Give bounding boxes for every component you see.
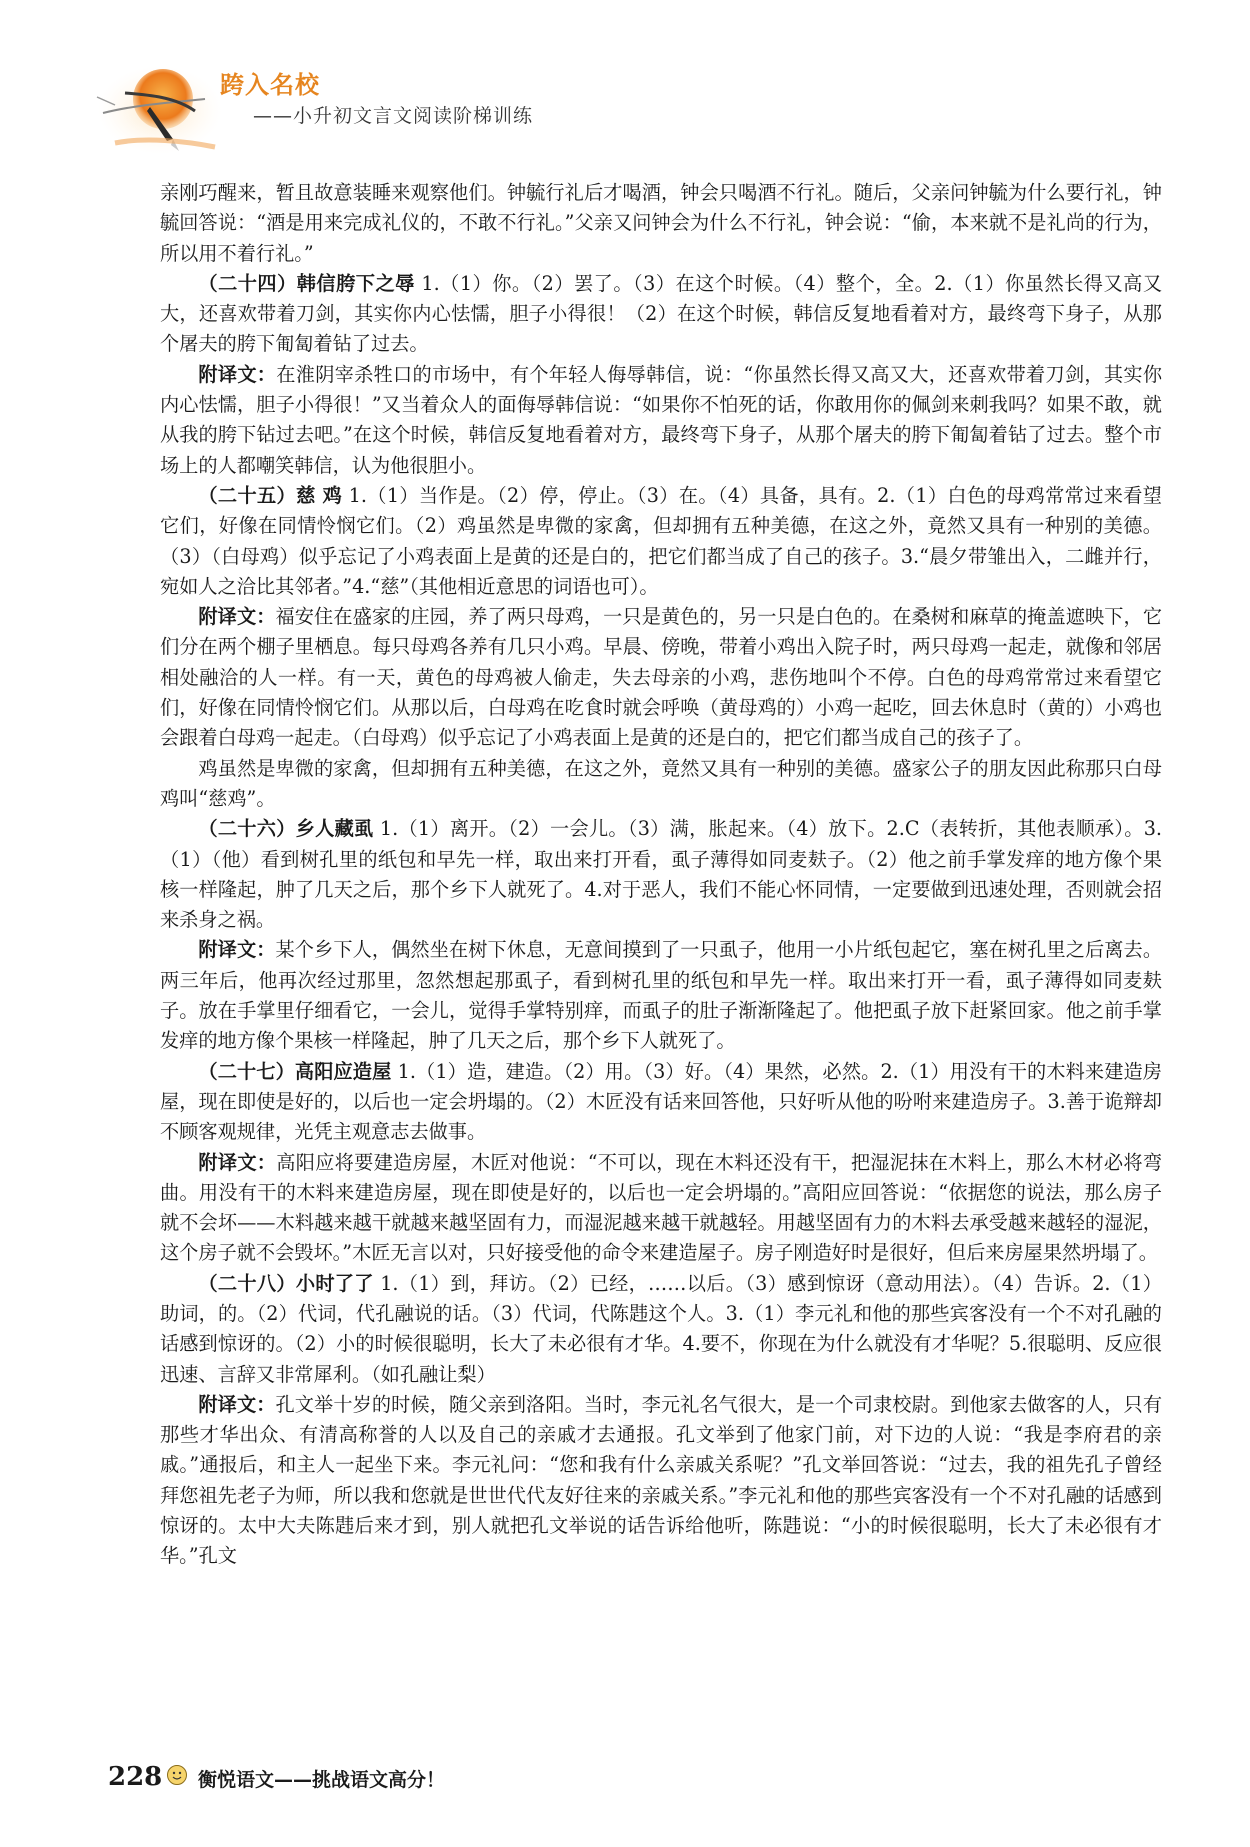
answer-text: 1.（1）离开。（2）一会儿。（3）满，胀起来。（4）放下。2.C（表转折，其他表顺承）。3.（1）（他）看到树孔里的纸包和早先一样，取出来打开看，虱子薄得如同麦麸子。（2）他之前手掌发痒的地方像个果核一样隆起，肿了几天之后，那个乡下人就死了。4.对于恶人，我们不能心怀同情，一定要做到迅速处理，否则就会招来杀身之祸。: [160, 817, 1163, 932]
smiley-icon: [166, 1764, 188, 1786]
section-answer: [160, 481, 1162, 602]
translation-paragraph: [160, 602, 1162, 753]
section-answer: [160, 814, 1162, 935]
translation-text: 在淮阴宰杀牲口的市场中，有个年轻人侮辱韩信，说：“你虽然长得又高又大，还喜欢带着刀剑，其实你内心怯懦，胆子小得很！”又当着众人的面侮辱韩信说：“如果你不怕死的话，你敢用你的佩剑来刺我吗？如果不敢，就从我的胯下钻过去吧。”在这个时候，韩信反复地看着对方，最终弯下身子，从那个屠夫的胯下匍匐着钻了过去。整个市场上的人都嘲笑韩信，认为他很胆小。: [160, 362, 1163, 477]
continuation-paragraph: 亲刚巧醒来，暂且故意装睡来观察他们。钟毓行礼后才喝酒，钟会只喝酒不行礼。随后，父亲问钟毓为什么要行礼，钟毓回答说：“酒是用来完成礼仪的，不敢不行礼。”父亲又问钟会为什么不行礼，钟会说：“偷，本来就不是礼尚的行为，所以用不着行礼。”: [160, 181, 1162, 265]
translation-text: 某个乡下人，偶然坐在树下休息，无意间摸到了一只虱子，他用一小片纸包起它，塞在树孔里之后离去。两三年后，他再次经过那里，忽然想起那虱子，看到树孔里的纸包和早先一样。取出来打开一看，虱子薄得如同麦麸子。放在手掌里仔细看它，一会儿，觉得手掌特别痒，而虱子的肚子渐渐隆起了。他把虱子放下赶紧回家。他之前手掌发痒的地方像个果核一样隆起，肿了几天之后，那个乡下人就死了。: [160, 938, 1163, 1053]
answer-text: 1.（1）当作是。（2）停，停止。（3）在。（4）具备，具有。2.（1）白色的母鸡常常过来看望它们，好像在同情怜悯它们。（2）鸡虽然是卑微的家禽，但却拥有五种美德，在这之外，竟然又具有一种别的美德。（3）（白母鸡）似乎忘记了小鸡表面上是黄的还是白的，把它们都当成了自己的孩子。3.“晨夕带雏出入，二雌并行，宛如人之洽比其邻者。”4.“慈”（其他相近意思的词语也可）。: [160, 483, 1162, 598]
section-title: （二十四）韩信胯下之辱: [198, 271, 415, 295]
translation-text: 孔文举十岁的时候，随父亲到洛阳。当时，李元礼名气很大，是一个司隶校尉。到他家去做客的人，只有那些才华出众、有清高称誉的人以及自己的亲戚才去通报。孔文举到了他家门前，对下边的人说：“我是李府君的亲戚。”通报后，和主人一起坐下来。李元礼问：“您和我有什么亲戚关系呢？”孔文举回答说：“过去，我的祖先孔子曾经拜您祖先老子为师，所以我和您就是世世代代友好往来的亲戚关系。”李元礼和他的那些宾客没有一个不对孔融的话感到惊讶的。太中大夫陈韪后来才到，别人就把孔文举说的话告诉给他听，陈韪说：“小的时候很聪明，长大了未必很有才华。”孔文: [160, 1392, 1163, 1568]
translation-text: 福安住在盛家的庄园，养了两只母鸡，一只是黄色的，另一只是白色的。在桑树和麻草的掩盖遮映下，它们分在两个棚子里栖息。每只母鸡各养有几只小鸡。早晨、傍晚，带着小鸡出入院子时，两只母鸡一起走，就像和邻居相处融洽的人一样。有一天，黄色的母鸡被人偷走，失去母亲的小鸡，悲伤地叫个不停。白色的母鸡常常过来看望它们，好像在同情怜悯它们。从那以后，白母鸡在吃食时就会呼唤（黄母鸡的）小鸡一起吃，回去休息时（黄的）小鸡也会跟着白母鸡一起走。（白母鸡）似乎忘记了小鸡表面上是黄的还是白的，把它们都当成自己的孩子了。: [160, 605, 1163, 750]
translation-text: 鸡虽然是卑微的家禽，但却拥有五种美德，在这之外，竟然又具有一种别的美德。盛家公子的朋友因此称那只白母鸡叫“慈鸡”。: [160, 756, 1162, 810]
section-title: （二十七）高阳应造屋: [198, 1059, 392, 1083]
section-answer: [160, 1057, 1162, 1148]
section-title: （二十五）慈 鸡: [198, 483, 343, 507]
answer-text: 1.（1）造，建造。（2）用。（3）好。（4）果然，必然。2.（1）用没有干的木料来建造房屋，现在即使是好的，以后也一定会坍塌的。（2）木匠没有话来回答他，只好听从他的吩咐来建造房子。3.善于诡辩却不顾客观规律，光凭主观意志去做事。: [160, 1059, 1162, 1144]
translation-paragraph: [160, 360, 1162, 481]
translation-label: 附译文：: [198, 1150, 277, 1174]
footer-slogan: 衡悦语文——挑战语文高分！: [198, 1769, 446, 1791]
page-header: [95, 55, 695, 155]
series-subtitle: —— 小升初文言文阅读阶梯训练: [253, 101, 533, 128]
section-title: （二十六）乡人藏虱: [198, 817, 374, 841]
brand-title: 跨入名校: [220, 71, 320, 99]
translation-label: 附译文：: [198, 1392, 276, 1416]
translation-label: 附译文：: [198, 605, 276, 629]
translation-label: 附译文：: [198, 362, 277, 386]
translation-paragraph: [160, 1390, 1162, 1572]
translation-paragraph: [160, 935, 1162, 1056]
section-answer: [160, 1269, 1162, 1390]
translation-paragraph: [160, 1148, 1162, 1269]
answer-text: 1.（1）到，拜访。（2）已经，……以后。（3）感到惊讶（意动用法）。（4）告诉。2.（1）助词，的。（2）代词，代孔融说的话。（3）代词，代陈韪这个人。3.（1）李元礼和他的那些宾客没有一个不对孔融的话感到惊讶的。（2）小的时候很聪明，长大了未必很有才华。4.要不，你现在为什么就没有才华呢？5.很聪明、反应很迅速、言辞又非常犀利。（如孔融让梨）: [160, 1271, 1162, 1386]
translation-paragraph: [160, 754, 1162, 815]
answer-text: 1.（1）你。（2）罢了。（3）在这个时候。（4）整个，全。2.（1）你虽然长得又高又大，还喜欢带着刀剑，其实你内心怯懦，胆子小得很！（2）在这个时候，韩信反复地看着对方，最终弯下身子，从那个屠夫的胯下匍匐着钻了过去。: [160, 271, 1163, 356]
section-title: （二十八）小时了了: [198, 1271, 374, 1295]
translation-label: 附译文：: [198, 938, 276, 962]
section-answer: [160, 269, 1162, 360]
translation-text: 高阳应将要建造房屋，木匠对他说：“不可以，现在木料还没有干，把湿泥抹在木料上，那么木材必将弯曲。用没有干的木料来建造房屋，现在即使是好的，以后也一定会坍塌的。”高阳应回答说：“依据您的说法，那么房子就不会坏——木料越来越干就越来越坚固有力，而湿泥越来越干就越轻。用越坚固有力的木料去承受越来越轻的湿泥，这个房子就不会毁坏。”木匠无言以对，只好接受他的命令来建造屋子。房子刚造好时是很好，但后来房屋果然坍塌了。: [160, 1150, 1163, 1265]
page-content: [160, 178, 1162, 1572]
page-number: 228: [108, 1762, 163, 1792]
